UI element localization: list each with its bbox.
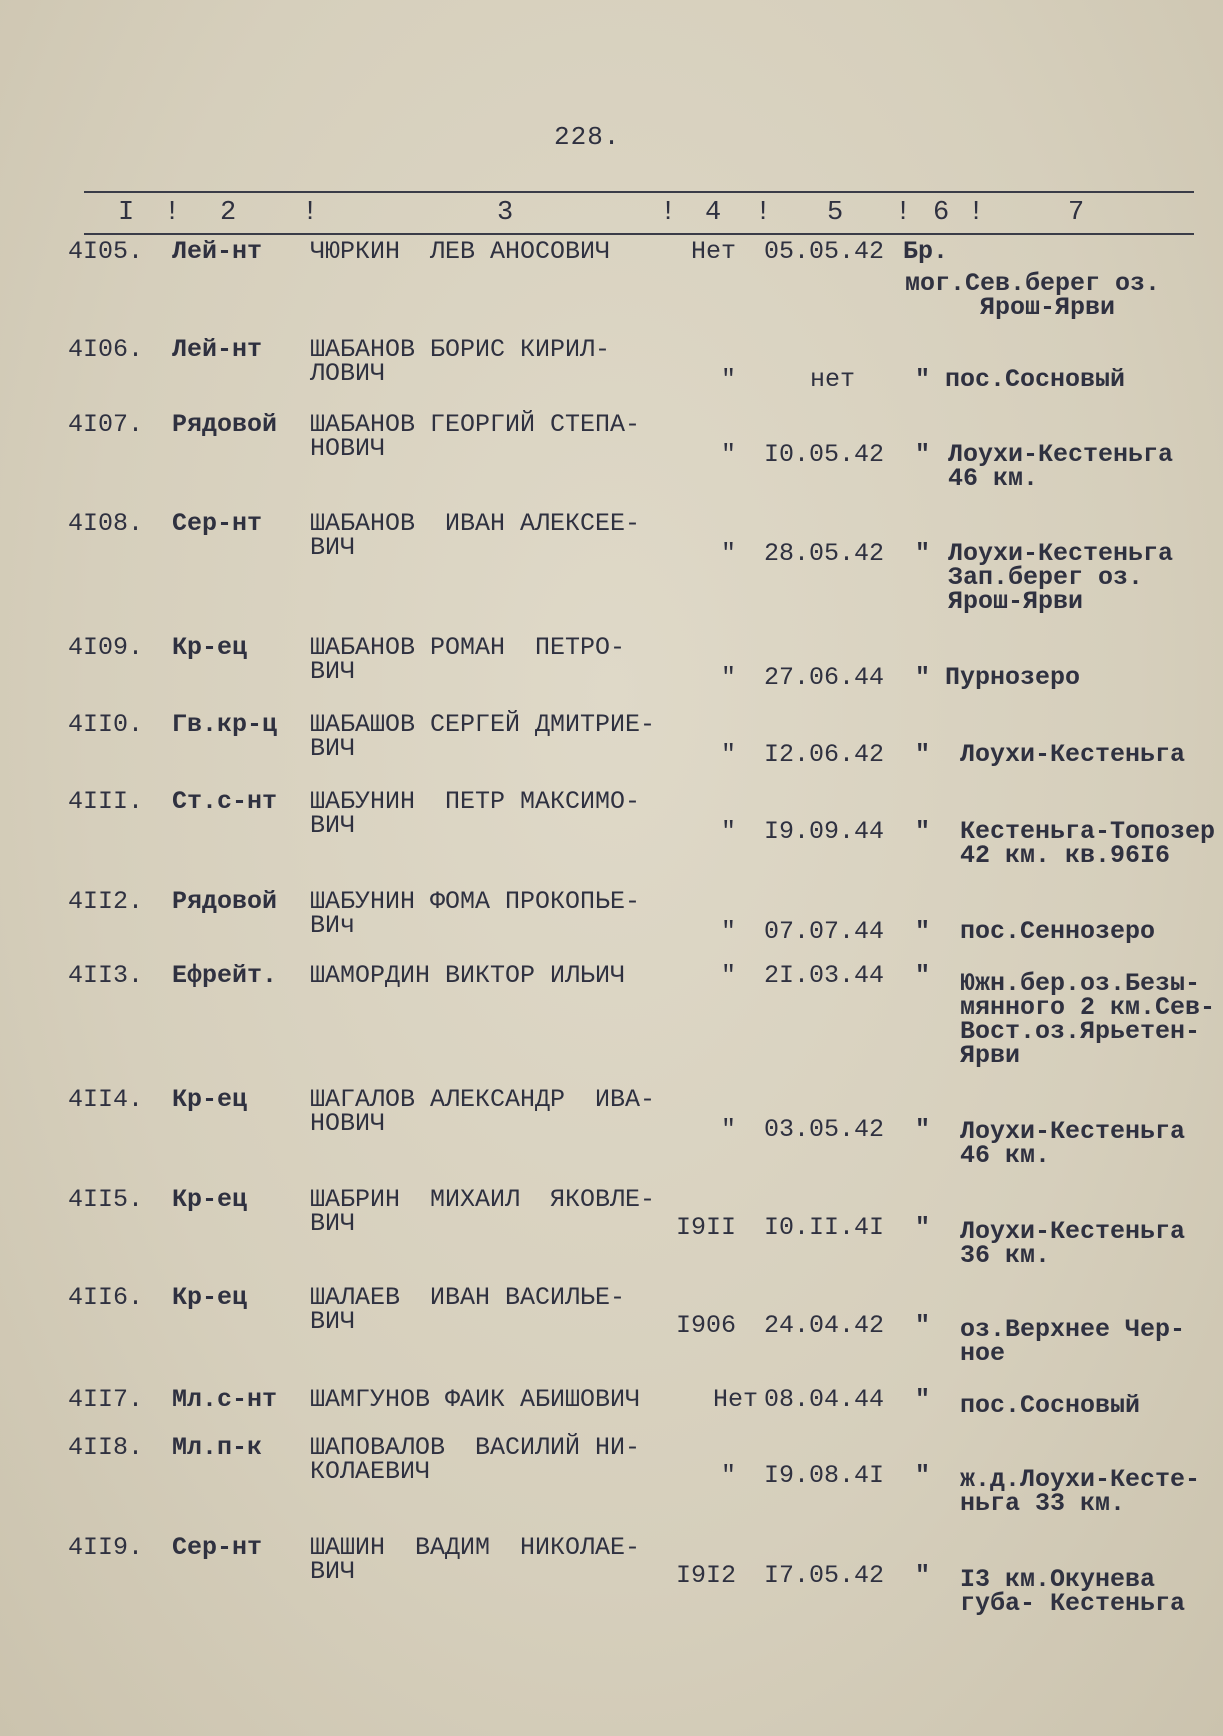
record-burial-mark: ": [915, 817, 931, 846]
record-burial-place: Пурнозеро: [945, 663, 1081, 692]
record-name: ШАШИН ВАДИМ НИКОЛАЕ- ВИЧ: [310, 1533, 641, 1586]
header-sep: !: [755, 198, 772, 228]
record-burial-place: Кестеньга-Топозер 42 км. кв.96I6: [960, 817, 1216, 870]
record-burial-place: пос.Сосновый: [960, 1391, 1141, 1420]
record-burial-place: оз.Верхнее Чер- ное: [960, 1315, 1186, 1368]
header-col-6: 6: [933, 198, 950, 228]
record-rank: Лей-нт: [172, 335, 263, 364]
record-number: 4II0.: [68, 710, 144, 739]
record-number: 4I07.: [68, 410, 144, 439]
record-rank: Сер-нт: [172, 1533, 263, 1562]
header-col-2: 2: [220, 198, 237, 228]
record-rank: Мл.с-нт: [172, 1385, 278, 1414]
header-col-3: 3: [497, 198, 514, 228]
record-name: ШАБУНИН ПЕТР МАКСИМО- ВИЧ: [310, 787, 641, 840]
record-name: ШАБАШОВ СЕРГЕЙ ДМИТРИЕ- ВИЧ: [310, 710, 656, 763]
record-name: ШАБУНИН ФОМА ПРОКОПЬЕ- ВИч: [310, 887, 641, 940]
table-top-rule: [84, 191, 1194, 193]
record-rank: Кр-ец: [172, 1283, 248, 1312]
record-burial-mark: ": [915, 961, 931, 990]
record-number: 4II7.: [68, 1385, 144, 1414]
header-sep: !: [895, 198, 912, 228]
record-number: 4III.: [68, 787, 144, 816]
record-number: 4I05.: [68, 237, 144, 266]
record-name: ШАМГУНОВ ФАИК АБИШОВИЧ: [310, 1385, 641, 1414]
header-sep: !: [302, 198, 319, 228]
record-burial-place: Лоухи-Кестеньга 36 км.: [960, 1217, 1186, 1270]
record-name: ЧЮРКИН ЛЕВ АНОСОВИЧ: [310, 237, 611, 266]
record-burial-mark: ": [915, 365, 931, 394]
header-col-1: I: [118, 198, 135, 228]
record-burial-mark: Бр.: [903, 237, 949, 266]
header-sep: !: [968, 198, 985, 228]
record-number: 4II4.: [68, 1085, 144, 1114]
record-rank: Рядовой: [172, 410, 278, 439]
record-birth-year: ": [720, 817, 736, 846]
record-burial-mark: ": [915, 663, 931, 692]
record-rank: Лей-нт: [172, 237, 263, 266]
record-birth-year: ": [720, 663, 736, 692]
page-number: 228.: [554, 122, 621, 152]
header-col-4: 4: [705, 198, 722, 228]
record-rank: Кр-ец: [172, 1085, 248, 1114]
header-col-7: 7: [1068, 198, 1085, 228]
record-burial-mark: ": [915, 740, 931, 769]
header-sep: !: [660, 198, 677, 228]
record-burial-place: Лоухи-Кестеньга: [960, 740, 1186, 769]
record-burial-mark: ": [915, 1461, 931, 1490]
record-name: ШАБАНОВ ИВАН АЛЕКСЕЕ- ВИЧ: [310, 509, 641, 562]
record-rank: Ст.с-нт: [172, 787, 278, 816]
record-burial-mark: ": [915, 1115, 931, 1144]
header-sep: !: [164, 198, 181, 228]
record-number: 4II6.: [68, 1283, 144, 1312]
record-burial-mark: ": [915, 539, 931, 568]
record-number: 4II8.: [68, 1433, 144, 1462]
record-death-date: I9.08.4I: [764, 1461, 885, 1490]
record-death-date: I7.05.42: [764, 1561, 885, 1590]
record-burial-mark: ": [915, 1385, 931, 1414]
record-number: 4I09.: [68, 633, 144, 662]
record-burial-place: мог.Сев.берег оз. Ярош-Ярви: [905, 269, 1161, 322]
record-death-date: 28.05.42: [764, 539, 885, 568]
record-burial-mark: ": [915, 1561, 931, 1590]
record-birth-year: ": [720, 740, 736, 769]
record-burial-place: Лоухи-Кестеньга Зап.берег оз. Ярош-Ярви: [948, 539, 1174, 616]
record-burial-place: Лоухи-Кестеньга 46 км.: [960, 1117, 1186, 1170]
record-birth-year: I9II: [675, 1213, 736, 1242]
record-name: ШАМОРДИН ВИКТОР ИЛЬИЧ: [310, 961, 626, 990]
record-name: ШАБРИН МИХАИЛ ЯКОВЛЕ- ВИЧ: [310, 1185, 656, 1238]
record-death-date: нет: [810, 365, 856, 394]
record-death-date: I0.05.42: [764, 440, 885, 469]
record-number: 4II5.: [68, 1185, 144, 1214]
record-death-date: 03.05.42: [764, 1115, 885, 1144]
record-birth-year: ": [720, 961, 736, 990]
record-burial-mark: ": [915, 1213, 931, 1242]
record-burial-place: ж.д.Лоухи-Кесте- ньга 33 км.: [960, 1465, 1201, 1518]
record-rank: Ефрейт.: [172, 961, 278, 990]
record-birth-year: ": [720, 440, 736, 469]
record-death-date: I0.II.4I: [764, 1213, 885, 1242]
record-death-date: I2.06.42: [764, 740, 885, 769]
record-birth-year: ": [720, 917, 736, 946]
record-burial-place: Южн.бер.оз.Безы- мянного 2 км.Сев- Вост.оз.Ярьетен- Ярви: [960, 969, 1216, 1070]
record-burial-mark: ": [915, 917, 931, 946]
record-rank: Рядовой: [172, 887, 278, 916]
record-number: 4II9.: [68, 1533, 144, 1562]
record-number: 4II2.: [68, 887, 144, 916]
record-number: 4I08.: [68, 509, 144, 538]
record-name: ШАБАНОВ РОМАН ПЕТРО- ВИЧ: [310, 633, 626, 686]
record-birth-year: I9I2: [675, 1561, 736, 1590]
record-rank: Кр-ец: [172, 633, 248, 662]
record-birth-year: ": [720, 1461, 736, 1490]
record-name: ШАПОВАЛОВ ВАСИЛИЙ НИ- КОЛАЕВИЧ: [310, 1433, 641, 1486]
record-name: ШАГАЛОВ АЛЕКСАНДР ИВА- НОВИЧ: [310, 1085, 656, 1138]
table-header-rule: [84, 233, 1194, 235]
record-birth-year: Нет: [712, 1385, 758, 1414]
record-rank: Гв.кр-ц: [172, 710, 278, 739]
record-birth-year: ": [720, 365, 736, 394]
record-number: 4II3.: [68, 961, 144, 990]
record-death-date: 2I.03.44: [764, 961, 885, 990]
record-burial-place: I3 км.Окунева губа- Кестеньга: [960, 1565, 1186, 1618]
record-birth-year: ": [720, 539, 736, 568]
record-rank: Мл.п-к: [172, 1433, 263, 1462]
record-rank: Сер-нт: [172, 509, 263, 538]
record-number: 4I06.: [68, 335, 144, 364]
record-death-date: 07.07.44: [764, 917, 885, 946]
record-burial-place: пос.Сеннозеро: [960, 917, 1156, 946]
record-burial-place: Лоухи-Кестеньга 46 км.: [948, 440, 1174, 493]
record-rank: Кр-ец: [172, 1185, 248, 1214]
record-name: ШАЛАЕВ ИВАН ВАСИЛЬЕ- ВИЧ: [310, 1283, 626, 1336]
record-birth-year: Нет: [690, 237, 736, 266]
record-death-date: 05.05.42: [764, 237, 885, 266]
record-death-date: I9.09.44: [764, 817, 885, 846]
header-col-5: 5: [827, 198, 844, 228]
record-birth-year: I906: [675, 1311, 736, 1340]
record-burial-mark: ": [915, 1311, 931, 1340]
record-death-date: 24.04.42: [764, 1311, 885, 1340]
record-death-date: 08.04.44: [764, 1385, 885, 1414]
record-birth-year: ": [720, 1115, 736, 1144]
record-name: ШАБАНОВ ГЕОРГИЙ СТЕПА- НОВИЧ: [310, 410, 641, 463]
record-death-date: 27.06.44: [764, 663, 885, 692]
record-name: ШАБАНОВ БОРИС КИРИЛ- ЛОВИЧ: [310, 335, 611, 388]
record-burial-place: пос.Сосновый: [945, 365, 1126, 394]
record-burial-mark: ": [915, 440, 931, 469]
